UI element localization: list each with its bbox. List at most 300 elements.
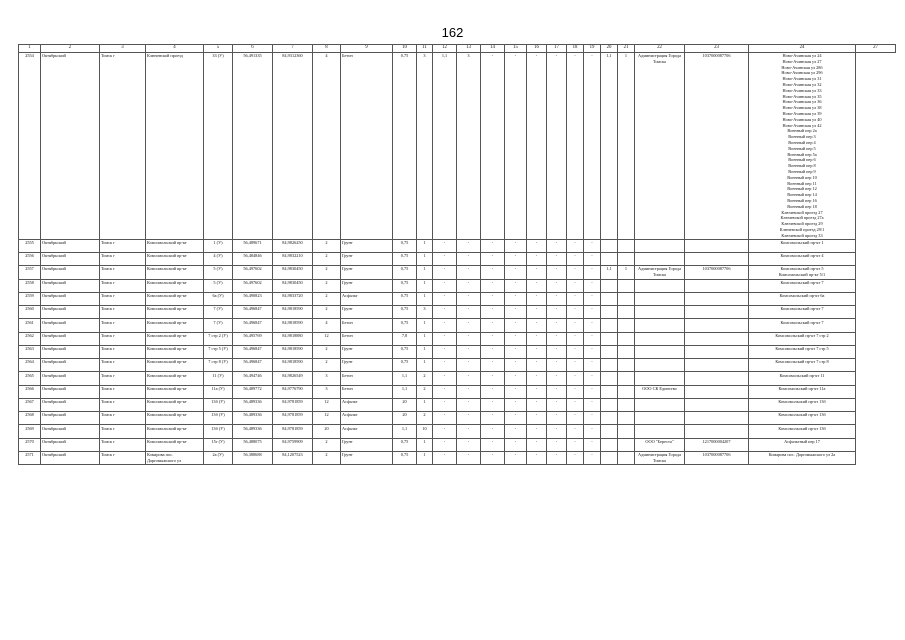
value-cell: - xyxy=(584,306,601,319)
street-cell: Комсомольский пр-кт xyxy=(146,332,204,345)
latitude-cell: 56,497602 xyxy=(233,266,273,279)
address-line: Комсомольский пр-кт 5 xyxy=(780,266,824,272)
served-addresses-cell xyxy=(749,425,856,438)
address-line: Ключевской проезд 33 xyxy=(781,232,823,238)
area-cell: 20 xyxy=(393,398,417,411)
row-number-cell: 2554 xyxy=(19,52,41,239)
container-count-cell: 1 xyxy=(417,279,433,292)
value-cell: - xyxy=(527,398,547,411)
value-cell: - xyxy=(457,319,481,332)
street-cell: Комсомольский пр-кт xyxy=(146,252,204,265)
address-line: Военный пер 11 xyxy=(787,180,817,186)
longitude-cell: 84,9818880 xyxy=(273,332,313,345)
house-cell: 15г (У) xyxy=(204,438,233,451)
volume-cell xyxy=(601,332,618,345)
table-row xyxy=(19,438,896,451)
value-cell: - xyxy=(584,451,601,464)
longitude-cell: 84,9776790 xyxy=(273,385,313,398)
address-line: Ключевской проезд 29 xyxy=(781,221,823,227)
house-cell: 5 (У) xyxy=(204,266,233,279)
value-cell xyxy=(618,345,635,358)
street-cell: Комсомольский пр-кт xyxy=(146,425,204,438)
value-cell: - xyxy=(567,412,584,425)
address-line: Комсомольский пр-кт 4 xyxy=(780,253,824,259)
row-number-cell: 2563 xyxy=(19,345,41,358)
owner-cell xyxy=(635,332,685,345)
value-cell: - xyxy=(527,332,547,345)
count-cell: 12 xyxy=(313,332,341,345)
city-cell: Томск г xyxy=(100,372,146,385)
house-cell: 7 стр 5 (У) xyxy=(204,345,233,358)
volume-cell: - xyxy=(433,451,457,464)
value-cell: - xyxy=(505,359,527,372)
volume-cell: - xyxy=(433,319,457,332)
value-cell: - xyxy=(567,252,584,265)
surface-cell: Грунт xyxy=(341,438,393,451)
value-cell: - xyxy=(567,266,584,279)
ogrn-cell: 1037000087706 xyxy=(685,266,749,279)
row-number-cell: 2564 xyxy=(19,359,41,372)
volume-cell xyxy=(601,292,618,305)
street-cell: Ключевской проезд xyxy=(146,52,204,239)
value-cell: - xyxy=(547,292,567,305)
street-cell: Комсомольский пр-кт xyxy=(146,372,204,385)
container-count-cell: 1 xyxy=(417,292,433,305)
value-cell: - xyxy=(547,306,567,319)
value-cell: - xyxy=(505,385,527,398)
volume-cell xyxy=(601,239,618,252)
latitude-cell: 56,484846 xyxy=(233,252,273,265)
value-cell: - xyxy=(481,359,505,372)
value-cell: 1 xyxy=(618,266,635,279)
value-cell: - xyxy=(457,252,481,265)
ogrn-cell xyxy=(685,306,749,319)
longitude-cell: 84,1207523 xyxy=(273,451,313,464)
area-cell: 0,75 xyxy=(393,319,417,332)
column-number-header: 16 xyxy=(527,45,547,53)
address-line: Комсомольский пр-кт 13б xyxy=(778,412,826,418)
latitude-cell: 56,495769 xyxy=(233,332,273,345)
row-number-cell: 2568 xyxy=(19,412,41,425)
latitude-cell: 56,489336 xyxy=(233,425,273,438)
value-cell: - xyxy=(457,279,481,292)
value-cell: - xyxy=(457,385,481,398)
address-line: Асфальтный пер 17 xyxy=(784,438,820,444)
registry-table xyxy=(18,44,896,465)
latitude-cell: 56,494746 xyxy=(233,372,273,385)
city-cell: Томск г xyxy=(100,266,146,279)
latitude-cell: 56,496847 xyxy=(233,345,273,358)
house-cell: 1 (У) xyxy=(204,239,233,252)
value-cell: - xyxy=(481,412,505,425)
city-cell: Томск г xyxy=(100,345,146,358)
value-cell: - xyxy=(527,319,547,332)
value-cell: - xyxy=(567,279,584,292)
volume-cell: - xyxy=(433,345,457,358)
latitude-cell: 56,489336 xyxy=(233,398,273,411)
column-number-header: 7 xyxy=(273,45,313,53)
table-row xyxy=(19,398,896,411)
district-cell: Октябрьский xyxy=(41,398,100,411)
value-cell: - xyxy=(584,438,601,451)
volume-cell: - xyxy=(433,279,457,292)
house-cell: 6а (У) xyxy=(204,292,233,305)
value-cell: - xyxy=(527,451,547,464)
value-cell: - xyxy=(567,332,584,345)
count-cell: 2 xyxy=(313,252,341,265)
value-cell: 3 xyxy=(457,52,481,239)
longitude-cell: 84,9818590 xyxy=(273,306,313,319)
address-line: Военный пер 14 xyxy=(787,192,817,198)
value-cell: - xyxy=(505,266,527,279)
value-cell: - xyxy=(547,438,567,451)
district-cell: Октябрьский xyxy=(41,52,100,239)
district-cell: Октябрьский xyxy=(41,359,100,372)
owner-cell xyxy=(635,239,685,252)
value-cell: - xyxy=(481,292,505,305)
value-cell: - xyxy=(547,266,567,279)
address-line: Военный пер 9 xyxy=(788,168,816,174)
address-line: Ново-Ачинская ул 36 xyxy=(782,99,822,105)
house-cell: 13б (У) xyxy=(204,412,233,425)
volume-cell: - xyxy=(433,266,457,279)
address-line: Ново-Ачинская ул 32 xyxy=(782,82,822,88)
area-cell: 0,75 xyxy=(393,292,417,305)
count-cell: 12 xyxy=(313,398,341,411)
owner-cell: ООО "Береста" xyxy=(635,438,685,451)
row-number-cell: 2562 xyxy=(19,332,41,345)
column-number-header: 8 xyxy=(313,45,341,53)
ogrn-cell xyxy=(685,385,749,398)
ogrn-cell xyxy=(685,359,749,372)
value-cell: - xyxy=(481,306,505,319)
district-cell: Октябрьский xyxy=(41,425,100,438)
value-cell: - xyxy=(584,292,601,305)
city-cell: Томск г xyxy=(100,438,146,451)
value-cell xyxy=(618,319,635,332)
count-cell: 2 xyxy=(313,359,341,372)
value-cell: - xyxy=(457,398,481,411)
value-cell: - xyxy=(547,52,567,239)
value-cell: - xyxy=(481,398,505,411)
address-line: Военный пер 3 xyxy=(788,134,816,140)
ogrn-cell xyxy=(685,398,749,411)
address-line: Комсомольский пр-кт 7 стр 5 xyxy=(775,346,829,352)
column-number-header: 12 xyxy=(433,45,457,53)
area-cell: 0,75 xyxy=(393,345,417,358)
table-row xyxy=(19,345,896,358)
row-number-cell: 2565 xyxy=(19,372,41,385)
volume-cell: - xyxy=(433,252,457,265)
volume-cell: - xyxy=(433,292,457,305)
served-addresses-cell xyxy=(749,52,856,239)
value-cell: - xyxy=(481,332,505,345)
volume-cell: - xyxy=(433,239,457,252)
value-cell: - xyxy=(457,359,481,372)
owner-cell xyxy=(635,425,685,438)
value-cell: - xyxy=(505,252,527,265)
value-cell: - xyxy=(527,292,547,305)
address-line: Военный пер 18 xyxy=(787,203,817,209)
value-cell xyxy=(618,306,635,319)
row-number-cell: 2561 xyxy=(19,319,41,332)
street-cell: Комсомольский пр-кт xyxy=(146,359,204,372)
surface-cell: Бетон xyxy=(341,385,393,398)
table-row xyxy=(19,292,896,305)
surface-cell: Грунт xyxy=(341,345,393,358)
value-cell: - xyxy=(505,372,527,385)
owner-cell: Администрация Города Томска xyxy=(635,451,685,464)
value-cell: - xyxy=(584,372,601,385)
column-number-header: 17 xyxy=(547,45,567,53)
longitude-cell: 84,9818590 xyxy=(273,359,313,372)
ogrn-cell xyxy=(685,425,749,438)
surface-cell: Асфальт xyxy=(341,398,393,411)
served-addresses-cell xyxy=(749,345,856,358)
volume-cell xyxy=(601,385,618,398)
house-cell: 33 (У) xyxy=(204,52,233,239)
column-number-header: 10 xyxy=(393,45,417,53)
served-addresses-cell xyxy=(749,279,856,292)
owner-cell xyxy=(635,319,685,332)
value-cell: - xyxy=(527,425,547,438)
column-number-header: 14 xyxy=(481,45,505,53)
value-cell xyxy=(618,385,635,398)
value-cell: - xyxy=(481,266,505,279)
city-cell: Томск г xyxy=(100,385,146,398)
value-cell: - xyxy=(481,52,505,239)
house-cell: 7 (У) xyxy=(204,306,233,319)
value-cell: - xyxy=(481,319,505,332)
owner-cell: Администрация Города Томска xyxy=(635,266,685,279)
value-cell: - xyxy=(481,239,505,252)
ogrn-cell xyxy=(685,319,749,332)
value-cell: - xyxy=(584,359,601,372)
value-cell: - xyxy=(505,451,527,464)
value-cell: - xyxy=(547,425,567,438)
address-line: Ново-Ачинская ул 39 xyxy=(782,111,822,116)
city-cell: Томск г xyxy=(100,252,146,265)
count-cell: 4 xyxy=(313,319,341,332)
value-cell: - xyxy=(547,412,567,425)
street-cell: Комсомольский пр-кт xyxy=(146,239,204,252)
area-cell: 0,75 xyxy=(393,266,417,279)
served-addresses-cell xyxy=(749,239,856,252)
container-count-cell: 1 xyxy=(417,359,433,372)
value-cell: - xyxy=(547,345,567,358)
street-cell: Комсомольский пр-кт xyxy=(146,412,204,425)
value-cell: - xyxy=(527,279,547,292)
row-number-cell: 2569 xyxy=(19,425,41,438)
owner-cell xyxy=(635,345,685,358)
value-cell: - xyxy=(505,279,527,292)
ogrn-cell xyxy=(685,332,749,345)
count-cell: 12 xyxy=(313,412,341,425)
container-count-cell: 1 xyxy=(417,319,433,332)
street-cell: Комарова пос. Даргомыжского ул xyxy=(146,451,204,464)
ogrn-cell xyxy=(685,252,749,265)
address-line: Комсомольский пр-кт 7 xyxy=(780,319,824,325)
value-cell xyxy=(618,398,635,411)
table-row xyxy=(19,52,896,239)
value-cell: - xyxy=(481,385,505,398)
street-cell: Комсомольский пр-кт xyxy=(146,345,204,358)
house-cell: 5 (У) xyxy=(204,279,233,292)
house-cell: 11 (У) xyxy=(204,372,233,385)
value-cell: - xyxy=(481,279,505,292)
volume-cell: 1,1 xyxy=(601,266,618,279)
container-count-cell: 2 xyxy=(417,385,433,398)
district-cell: Октябрьский xyxy=(41,239,100,252)
house-cell: 7 стр 8 (У) xyxy=(204,359,233,372)
value-cell: - xyxy=(481,252,505,265)
value-cell: - xyxy=(567,372,584,385)
district-cell: Октябрьский xyxy=(41,412,100,425)
city-cell: Томск г xyxy=(100,319,146,332)
surface-cell: Бетон xyxy=(341,52,393,239)
count-cell: 20 xyxy=(313,425,341,438)
table-row xyxy=(19,266,896,279)
value-cell: - xyxy=(584,319,601,332)
container-count-cell: 1 xyxy=(417,451,433,464)
district-cell: Октябрьский xyxy=(41,345,100,358)
volume-cell: - xyxy=(433,372,457,385)
value-cell: - xyxy=(567,451,584,464)
value-cell: - xyxy=(567,398,584,411)
volume-cell xyxy=(601,438,618,451)
container-count-cell: 1 xyxy=(417,252,433,265)
volume-cell xyxy=(601,412,618,425)
container-count-cell: 1 xyxy=(417,239,433,252)
table-row xyxy=(19,252,896,265)
surface-cell: Асфальт xyxy=(341,292,393,305)
served-addresses-cell xyxy=(749,438,856,451)
table-row xyxy=(19,425,896,438)
longitude-cell: 84,9781859 xyxy=(273,398,313,411)
value-cell: - xyxy=(547,451,567,464)
address-line: Ново-Ачинская ул 29б xyxy=(781,70,823,76)
value-cell: - xyxy=(584,279,601,292)
owner-cell xyxy=(635,252,685,265)
address-line: Комсомольский пр-кт 11 xyxy=(779,372,825,378)
value-cell: - xyxy=(584,239,601,252)
value-cell: - xyxy=(481,345,505,358)
volume-cell: - xyxy=(433,425,457,438)
street-cell: Комсомольский пр-кт xyxy=(146,398,204,411)
column-number-header: 9 xyxy=(341,45,393,53)
row-number-cell: 2566 xyxy=(19,385,41,398)
city-cell: Томск г xyxy=(100,332,146,345)
value-cell: - xyxy=(584,385,601,398)
value-cell: - xyxy=(457,266,481,279)
value-cell: - xyxy=(584,425,601,438)
house-cell: 7 (У) xyxy=(204,319,233,332)
page-number: 162 xyxy=(441,25,464,40)
longitude-cell: 84,9833720 xyxy=(273,292,313,305)
owner-cell: Администрация Города Томска xyxy=(635,52,685,239)
ogrn-cell xyxy=(685,412,749,425)
surface-cell: Грунт xyxy=(341,306,393,319)
address-line: Ново-Ачинская ул 40 xyxy=(782,116,822,122)
volume-cell: 1,1 xyxy=(601,52,618,239)
surface-cell: Грунт xyxy=(341,252,393,265)
container-count-cell: 2 xyxy=(417,412,433,425)
served-addresses-cell xyxy=(749,332,856,345)
area-cell: 1,1 xyxy=(393,372,417,385)
row-number-cell: 2570 xyxy=(19,438,41,451)
count-cell: 3 xyxy=(313,385,341,398)
served-addresses-cell xyxy=(749,398,856,411)
value-cell: - xyxy=(505,292,527,305)
count-cell: 4 xyxy=(313,52,341,239)
surface-cell: Грунт xyxy=(341,239,393,252)
column-number-header: 24 xyxy=(749,45,856,53)
volume-cell: - xyxy=(433,359,457,372)
city-cell: Томск г xyxy=(100,398,146,411)
owner-cell xyxy=(635,292,685,305)
volume-cell xyxy=(601,279,618,292)
value-cell: - xyxy=(457,438,481,451)
area-cell: 0,75 xyxy=(393,252,417,265)
container-count-cell: 1 xyxy=(417,438,433,451)
table-row xyxy=(19,385,896,398)
address-line: Комсомольский пр-кт 6а xyxy=(779,292,825,298)
value-cell: - xyxy=(567,239,584,252)
street-cell: Комсомольский пр-кт xyxy=(146,319,204,332)
column-number-header: 4 xyxy=(146,45,204,53)
column-number-header: 1 xyxy=(19,45,41,53)
value-cell: - xyxy=(567,319,584,332)
district-cell: Октябрьский xyxy=(41,438,100,451)
served-addresses-cell xyxy=(749,252,856,265)
value-cell: - xyxy=(547,252,567,265)
city-cell: Томск г xyxy=(100,306,146,319)
value-cell: - xyxy=(505,398,527,411)
value-cell: - xyxy=(527,372,547,385)
longitude-cell: 84,9826549 xyxy=(273,372,313,385)
ogrn-cell: 1037000087706 xyxy=(685,52,749,239)
value-cell: - xyxy=(547,398,567,411)
column-number-header: 5 xyxy=(204,45,233,53)
value-cell: - xyxy=(527,52,547,239)
row-number-cell: 2560 xyxy=(19,306,41,319)
address-line: Военный пер 16 xyxy=(787,197,817,203)
longitude-cell: 84,9781859 xyxy=(273,412,313,425)
city-cell: Томск г xyxy=(100,359,146,372)
latitude-cell: 56,490823 xyxy=(233,292,273,305)
volume-cell xyxy=(601,319,618,332)
owner-cell: ООО СК Единство xyxy=(635,385,685,398)
address-line: Ново-Ачинская ул 31 xyxy=(782,76,822,82)
street-cell: Комсомольский пр-кт xyxy=(146,438,204,451)
volume-cell xyxy=(601,252,618,265)
value-cell: - xyxy=(457,306,481,319)
street-cell: Комсомольский пр-кт xyxy=(146,385,204,398)
value-cell xyxy=(618,451,635,464)
address-line: Ключевской проезд 29/1 xyxy=(779,226,825,232)
city-cell: Томск г xyxy=(100,425,146,438)
address-line: Ключевской проезд 27 xyxy=(781,209,823,215)
address-line: Комсомольский пр-кт 7 стр 2 xyxy=(775,332,829,338)
latitude-cell: 56,497602 xyxy=(233,279,273,292)
address-line: Военный пер 2а xyxy=(787,128,817,134)
value-cell: - xyxy=(584,398,601,411)
longitude-cell: 84,9818590 xyxy=(273,345,313,358)
value-cell xyxy=(618,438,635,451)
surface-cell: Грунт xyxy=(341,266,393,279)
volume-cell xyxy=(601,359,618,372)
address-line: Комсомольский пр-кт 5/1 xyxy=(778,272,826,278)
